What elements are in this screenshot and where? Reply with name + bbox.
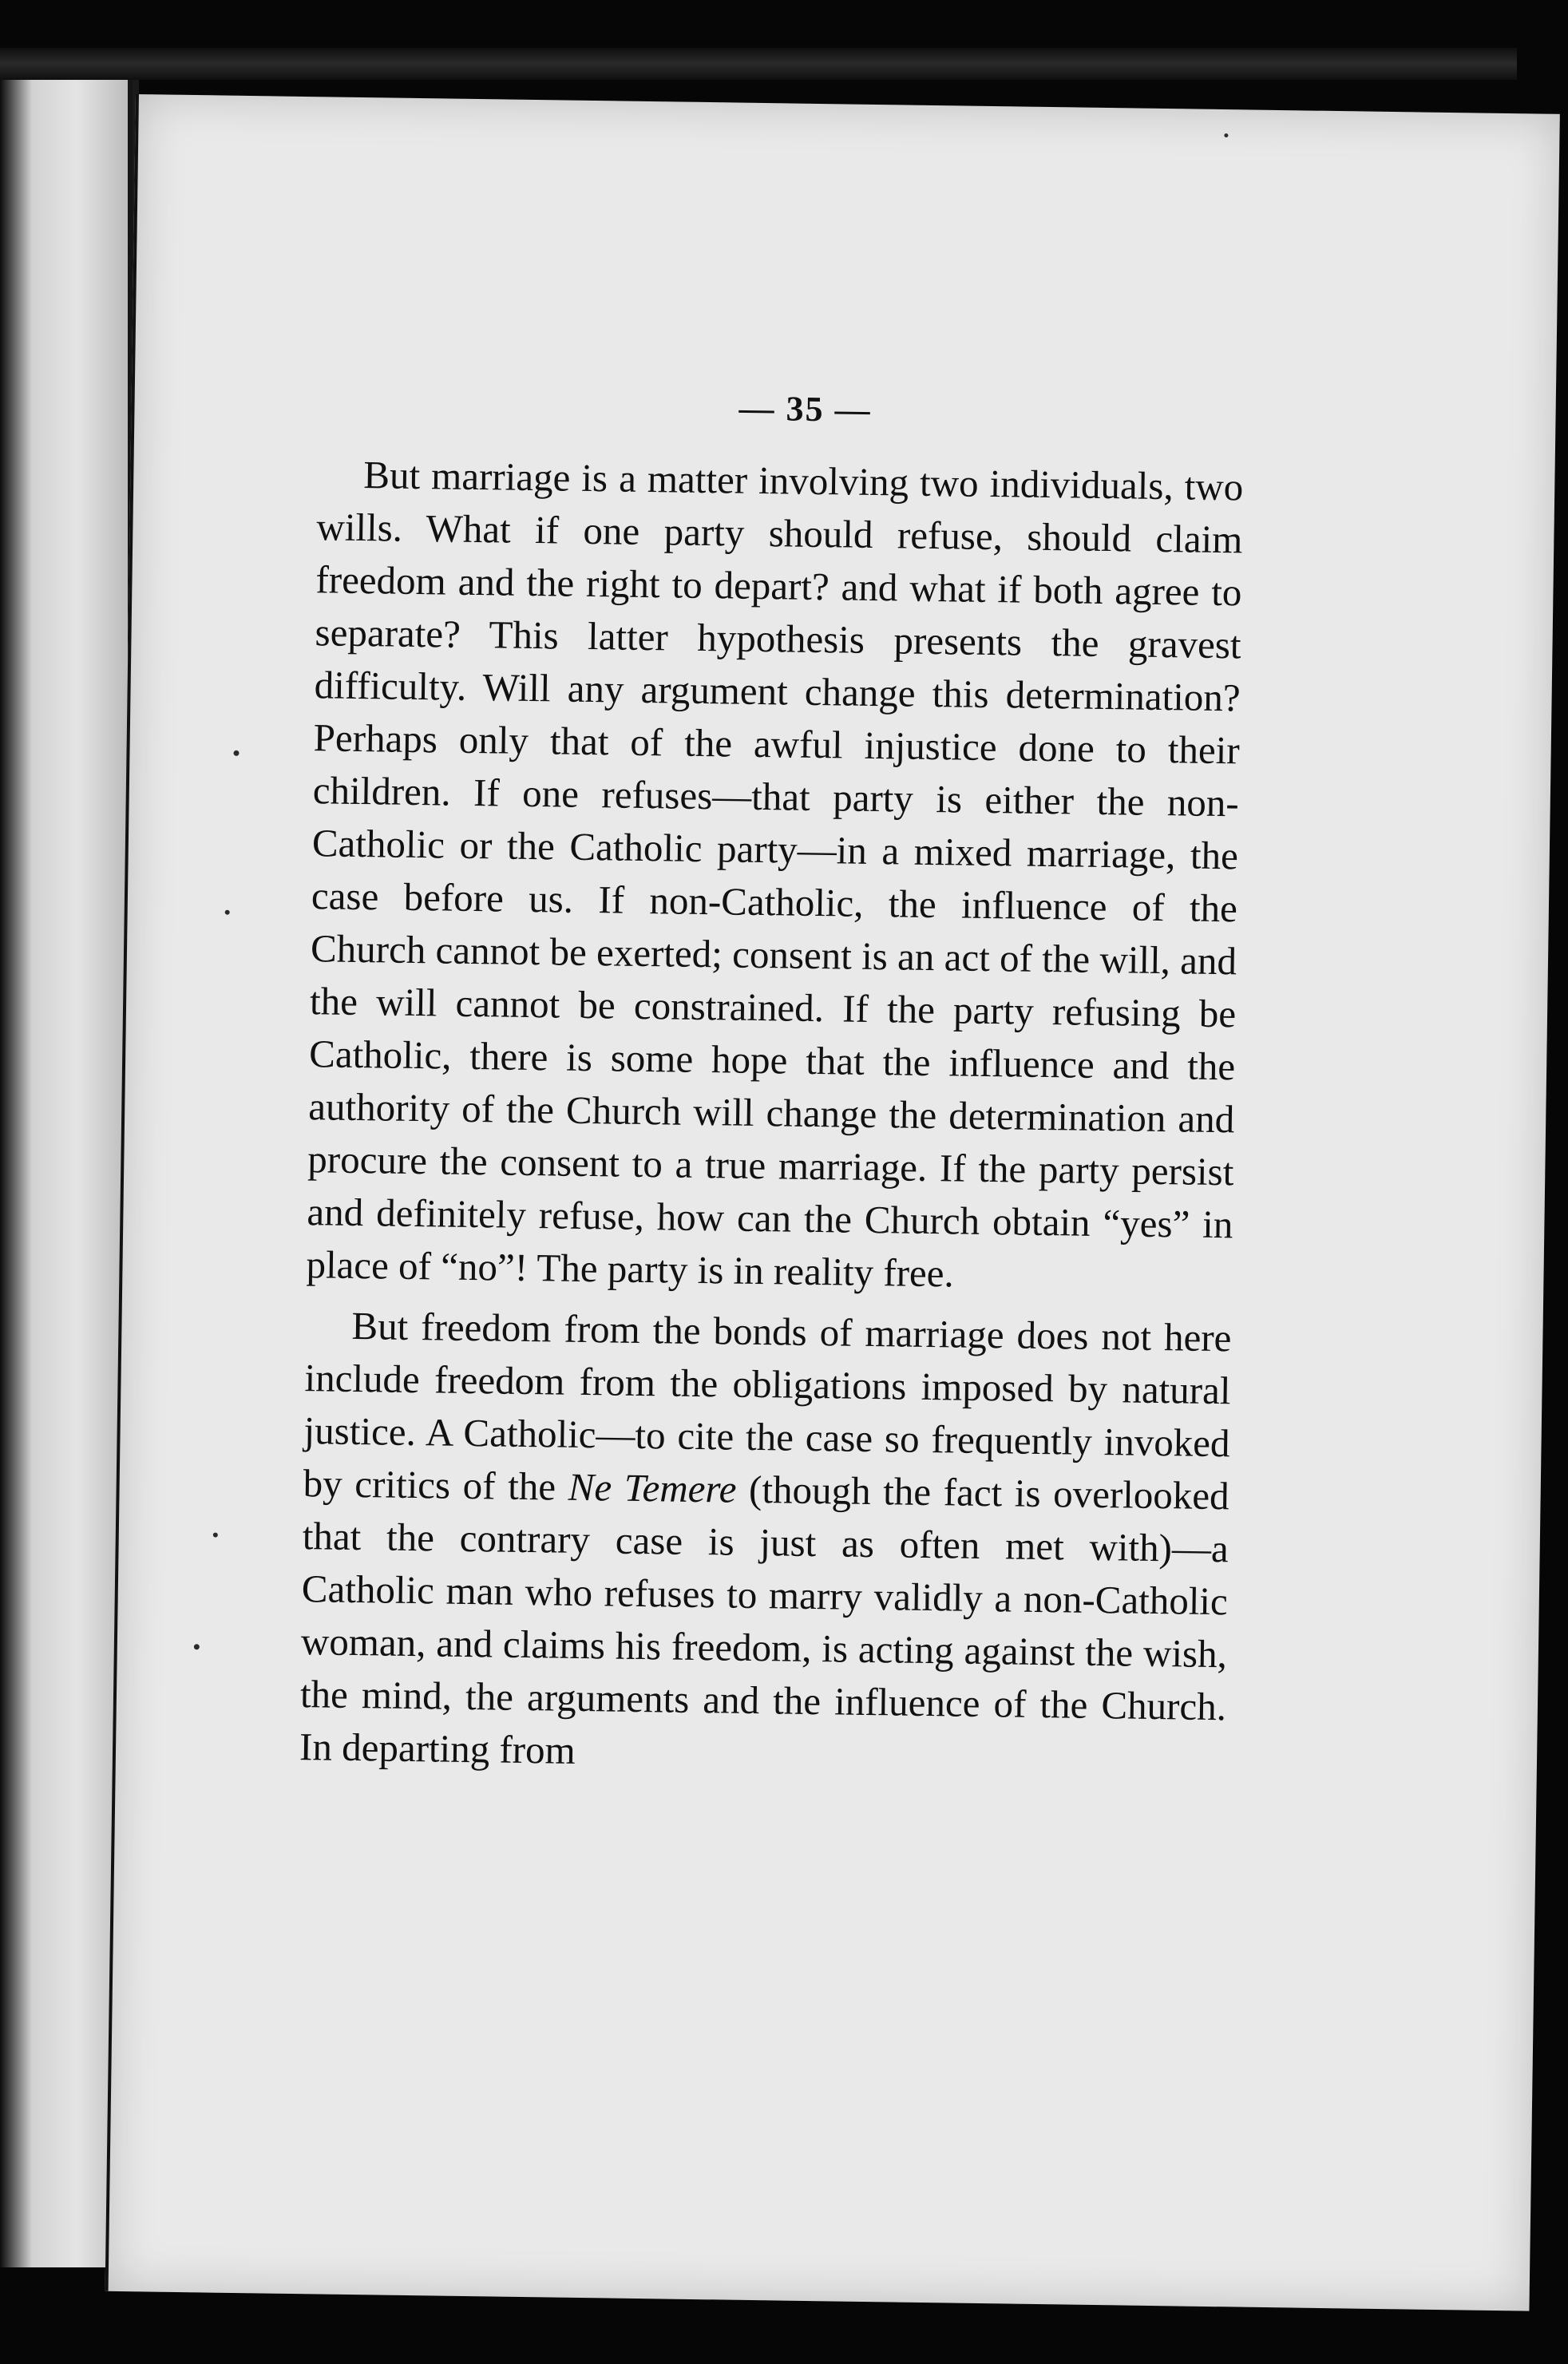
scan-speck — [194, 1644, 200, 1649]
paragraph-2-rest: (though the fact is overlooked that the contrary case is just as often met with)—a Catholic man who refuses to marry validly a non-Catholic woman, and claims his freedom, is acting against the wish, the mind, the arguments and the influence of the Church. In departing from — [299, 1467, 1229, 1772]
page-number: — 35 — — [738, 388, 872, 430]
paragraph-2-italic-title: Ne Temere — [568, 1464, 737, 1511]
scan-speck — [225, 910, 230, 915]
book-page — [105, 94, 1560, 2311]
scan-speck — [213, 1533, 218, 1538]
page-text-block — [299, 376, 1245, 1786]
paragraph-1: But marriage is a matter involving two individuals, two wills. What if one party should refuse, should claim freedom and the right to depart? and what if both agree to separate? This latter hypothesis presents the gravest difficulty. Will any argument change this determination? Perhaps only that of the awful injustice done to their children. If one refuses—that party is either the non-Catholic or the Catholic party—in a mixed marriage, the case before us. If non-Catholic, the influence of the Church cannot be exerted; consent is an act of the will, and the will cannot be constrained. If the party refusing be Catholic, there is some hope that the influence and the authority of the Church will change the determination and procure the consent to a true marriage. If the party persist and definitely refuse, how can the Church obtain “yes” in place of “no”! The party is in reality free. — [306, 453, 1244, 1296]
scan-speck — [233, 750, 239, 756]
paragraph-2 — [299, 1299, 1232, 1786]
paragraph-2-lead: But freedom from the bonds of marriage does not here include freedom from the obligations imposed by natural justice. A Catholic—to cite the case so frequently invoked by critics of the — [303, 1303, 1232, 1509]
scan-speck — [1224, 133, 1228, 137]
film-edge-strip — [0, 48, 1517, 80]
